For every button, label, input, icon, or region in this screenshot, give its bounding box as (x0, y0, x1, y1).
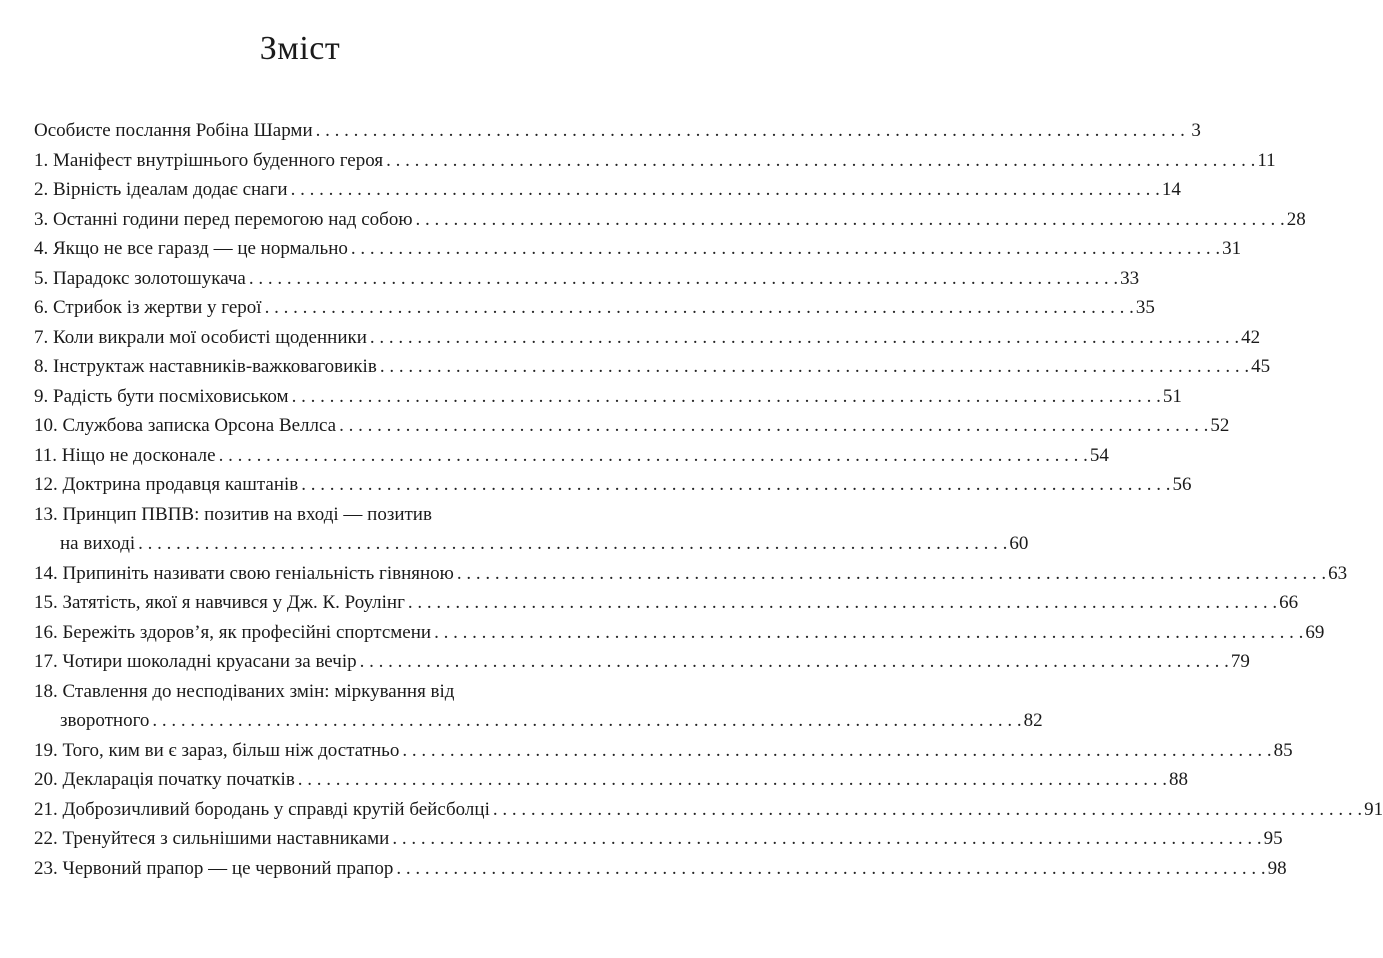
toc-entry-title: 5. Парадокс золотошукача (34, 267, 246, 289)
toc-page-number: 3 (1191, 120, 1201, 141)
dot-leader (316, 116, 1185, 146)
toc-page-number: 14 (1161, 179, 1181, 200)
toc-entry-19[interactable] (34, 736, 1293, 766)
dot-leader (392, 824, 1261, 854)
toc-entry-1[interactable] (34, 146, 1276, 176)
toc-entry-intro[interactable] (34, 116, 1201, 146)
toc-entry-title: 6. Стрибок із жертви у герої (34, 297, 262, 318)
dot-leader (396, 854, 1265, 884)
toc-entry-20[interactable] (34, 765, 1189, 795)
toc-page-number: 28 (1286, 208, 1306, 230)
toc-page-number: 63 (1328, 562, 1348, 584)
toc-entry-16[interactable] (34, 618, 1325, 648)
dot-leader (292, 382, 1161, 412)
toc-entry-12[interactable] (34, 470, 1192, 500)
toc-entry-title: 14. Припиніть називати свою геніальність гівняною (34, 562, 454, 584)
toc-page-number: 98 (1267, 857, 1287, 879)
toc-entry-18[interactable] (34, 677, 1043, 736)
toc-page-number: 95 (1263, 828, 1283, 849)
toc-entry-title: 22. Тренуйтеся з сильнішими наставниками (34, 828, 390, 849)
toc-page-number: 54 (1089, 444, 1109, 466)
toc-entry-14[interactable] (34, 559, 1348, 589)
toc-page-number: 69 (1305, 621, 1325, 643)
toc-entry-13[interactable] (34, 500, 1029, 559)
toc-entry-4[interactable] (34, 234, 1242, 264)
toc-page-number: 60 (1009, 533, 1029, 554)
dot-leader (416, 205, 1285, 235)
toc-entry-6[interactable] (34, 293, 1155, 323)
dot-leader (408, 588, 1277, 618)
table-of-contents (34, 116, 1383, 883)
toc-entry-title: 3. Останні години перед перемогою над собою (34, 208, 413, 230)
dot-leader (457, 559, 1326, 589)
toc-entry-22[interactable] (34, 824, 1283, 854)
toc-entry-9[interactable] (34, 382, 1182, 412)
dot-leader (402, 736, 1271, 766)
dot-leader (219, 441, 1088, 471)
toc-entry-title: 19. Того, ким ви є зараз, більш ніж достатньо (34, 739, 400, 761)
dot-leader (291, 175, 1160, 205)
toc-entry-title: 20. Декларація початку початків (34, 769, 295, 790)
toc-entry-title-line1: 18. Ставлення до несподіваних змін: міркування від (34, 680, 455, 702)
toc-entry-title: 21. Доброзичливий бородань у справді крутій бейсболці (34, 798, 490, 820)
dot-leader (339, 411, 1208, 441)
dot-leader (351, 234, 1220, 264)
toc-entry-23[interactable] (34, 854, 1287, 884)
toc-entry-11[interactable] (34, 441, 1109, 471)
toc-entry-21[interactable] (34, 795, 1383, 825)
toc-entry-title: Особисте послання Робіна Шарми (34, 120, 313, 141)
toc-page-number: 35 (1135, 297, 1155, 318)
toc-page-number: 51 (1162, 385, 1182, 407)
dot-leader (301, 470, 1170, 500)
toc-entry-17[interactable] (34, 647, 1250, 677)
toc-entry-title-line2: зворотного (60, 710, 150, 731)
toc-page-number: 42 (1241, 326, 1261, 348)
toc-entry-2[interactable] (34, 175, 1181, 205)
toc-entry-title: 4. Якщо не все гаразд — це нормально (34, 238, 348, 259)
dot-leader (380, 352, 1249, 382)
toc-entry-title: 7. Коли викрали мої особисті щоденники (34, 326, 367, 348)
dot-leader (152, 706, 1021, 736)
toc-entry-title-line1: 13. Принцип ПВПВ: позитив на вході — позитив (34, 503, 432, 525)
toc-entry-title: 23. Червоний прапор — це червоний прапор (34, 857, 394, 879)
page-title: Зміст (259, 30, 341, 67)
dot-leader (298, 765, 1167, 795)
dot-leader (493, 795, 1362, 825)
toc-entry-3[interactable] (34, 205, 1306, 235)
dot-leader (265, 293, 1134, 323)
toc-page-number: 88 (1169, 769, 1189, 790)
toc-page-number: 85 (1273, 739, 1293, 761)
toc-page-number: 52 (1210, 415, 1230, 436)
dot-leader (138, 529, 1007, 559)
toc-entry-15[interactable] (34, 588, 1299, 618)
toc-entry-5[interactable] (34, 264, 1140, 294)
toc-page-number: 33 (1120, 267, 1140, 289)
toc-entry-title: 12. Доктрина продавця каштанів (34, 474, 299, 495)
toc-entry-title: 16. Бережіть здоров’я, як професійні спортсмени (34, 621, 432, 643)
toc-page-number: 79 (1230, 651, 1250, 672)
toc-entry-title: 15. Затятість, якої я навчився у Дж. К. Роулінг (34, 592, 405, 613)
toc-entry-title: 1. Маніфест внутрішнього буденного героя (34, 149, 384, 171)
toc-page-number: 91 (1364, 798, 1383, 820)
dot-leader (360, 647, 1229, 677)
toc-entry-title: 9. Радість бути посміховиськом (34, 385, 289, 407)
dot-leader (370, 323, 1239, 353)
toc-entry-8[interactable] (34, 352, 1271, 382)
toc-entry-title-line2: на виході (60, 533, 136, 554)
dot-leader (434, 618, 1303, 648)
toc-entry-title: 8. Інструктаж наставників-важковаговиків (34, 356, 377, 377)
toc-page-number: 82 (1023, 710, 1043, 731)
toc-entry-title: 2. Вірність ідеалам додає снаги (34, 179, 288, 200)
dot-leader (386, 146, 1255, 176)
toc-entry-10[interactable] (34, 411, 1230, 441)
toc-entry-title: 10. Службова записка Орсона Веллса (34, 415, 337, 436)
toc-page-number: 66 (1279, 592, 1299, 613)
toc-entry-title: 11. Ніщо не досконале (34, 444, 216, 466)
toc-page-number: 31 (1222, 238, 1242, 259)
toc-entry-title: 17. Чотири шоколадні круасани за вечір (34, 651, 357, 672)
toc-page-number: 45 (1251, 356, 1271, 377)
toc-entry-7[interactable] (34, 323, 1261, 353)
toc-page-number: 11 (1257, 149, 1276, 171)
toc-page-number: 56 (1172, 474, 1192, 495)
dot-leader (249, 264, 1118, 294)
